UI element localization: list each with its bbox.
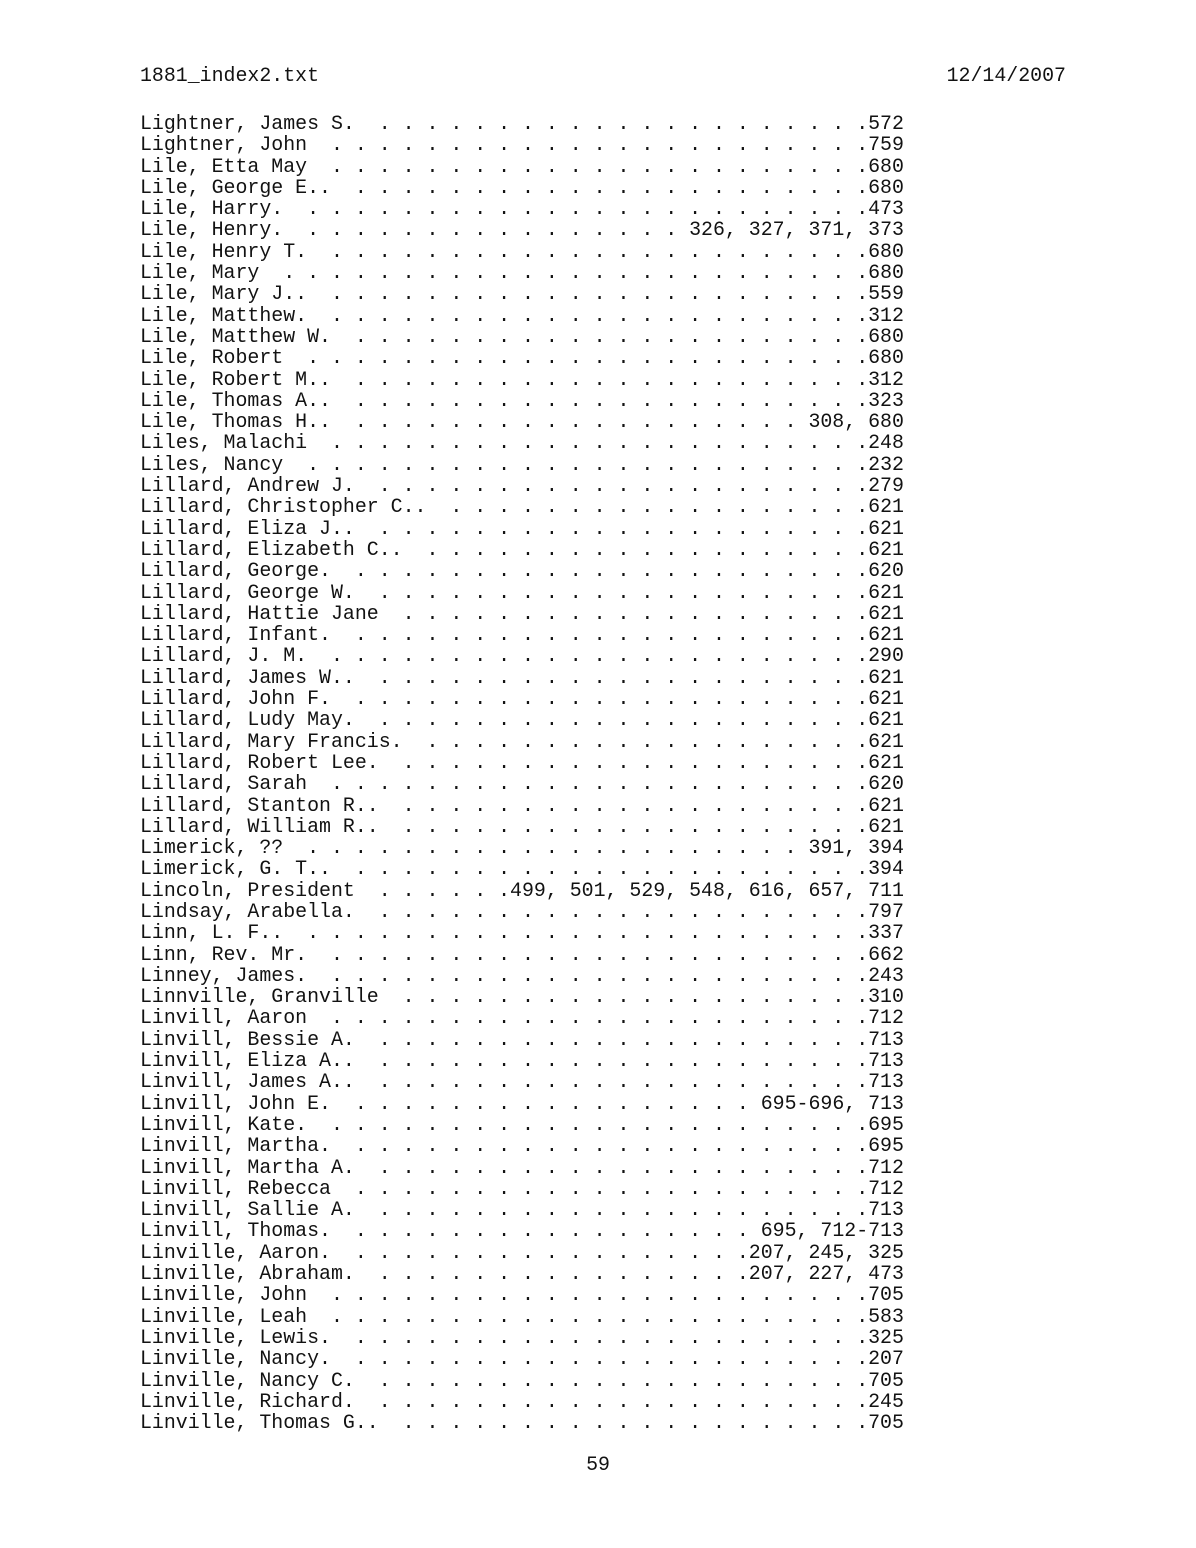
entry-pages: .680 [856, 239, 904, 263]
dot-leader: . . . . . . . . . . . . . . . . . . . . . [330, 1134, 857, 1158]
dot-leader: . . . . . . . . . . . . . . . . . . . . [354, 1070, 857, 1094]
dot-leader: . . . . . . . . . . . . . . . . . . . . . [330, 175, 857, 199]
index-entry [140, 475, 904, 496]
dot-leader: . . . . . . . . . . . . . . . . . . . . . . [307, 431, 857, 455]
entry-name: Linville, Leah [140, 1304, 308, 1328]
entry-name: Linvill, Sallie A. [140, 1198, 355, 1222]
dot-leader: . . . . . . . . . . . . . . . . . . . . . . [307, 1006, 857, 1030]
index-entry [140, 1071, 904, 1092]
index-entry [140, 816, 904, 837]
index-entry [140, 1327, 904, 1348]
entry-pages: .705 [856, 1283, 904, 1307]
entry-pages: .680 [856, 324, 904, 348]
entry-name: Lillard, Mary Francis. [140, 729, 403, 753]
index-entry [140, 944, 904, 965]
dot-leader: . . . . . . . . . . . . . . . . . . . . . . [307, 282, 857, 306]
dot-leader: . . . . . . . . . . . . . . . . . . . . . . [307, 1304, 857, 1328]
entry-pages: .680 [856, 346, 904, 370]
entry-name: Lillard, William R.. [140, 814, 379, 838]
index-entry [140, 1242, 904, 1263]
dot-leader: . . . . . . . . . . . . . . . . . . . [378, 601, 857, 625]
dot-leader: . . . . . . . . . . . . . . . . . . . . [354, 708, 857, 732]
entry-name: Lile, George E.. [140, 175, 331, 199]
entry-name: Lile, Etta May [140, 154, 308, 178]
dot-leader: . . . . . . . . . . . . . . . . . . . [330, 410, 809, 434]
entry-name: Linvill, Thomas. [140, 1219, 331, 1243]
dot-leader: . . . . . . . . . . . . . . . . . . . . [354, 112, 857, 135]
index-entry [140, 709, 904, 730]
entry-name: Linvill, Aaron [140, 1006, 308, 1030]
index-entry [140, 1284, 904, 1305]
index-entry [140, 262, 904, 283]
dot-leader: . . . . . . . . . . . . . . . . . . . . [354, 1198, 857, 1222]
index-entry [140, 1412, 904, 1433]
entry-pages: .323 [856, 388, 904, 412]
index-entry [140, 645, 904, 666]
entry-pages: .620 [856, 772, 904, 796]
dot-leader: . . . . . . . . . . . . . . . . . . . . . [330, 1176, 857, 1200]
dot-leader: . . . . . . . . . . . . . . . . . . . . . . . [283, 921, 857, 945]
index-entry [140, 241, 904, 262]
entry-pages: .759 [856, 133, 904, 157]
entry-pages: .713 [856, 1027, 904, 1051]
dot-leader: . . . . . . . . . . . . . . . . . . . . . . . [283, 197, 857, 221]
entry-name: Lile, Robert M.. [140, 367, 331, 391]
dot-leader: . . . . . . . . . . . . . . . . . . . . . [330, 1347, 857, 1371]
dot-leader: . . . . . . . . . . . . . . . . . . . . . [330, 559, 857, 583]
index-entry [140, 219, 904, 240]
dot-leader: . . . . . . . . . . . . . . . . . [426, 495, 857, 519]
index-entry [140, 177, 904, 198]
entry-pages: .473 [856, 197, 904, 221]
filename: 1881_index2.txt [140, 64, 320, 87]
dot-leader: . . . . . . . . . . . . . . . . . . . . . . . [283, 346, 857, 370]
entry-name: Lillard, Eliza J.. [140, 516, 355, 540]
dot-leader: . . . . . . . . . . . . . . . . . . . [378, 814, 857, 838]
index-entry [140, 582, 904, 603]
entry-name: Linville, Richard. [140, 1389, 355, 1413]
dot-leader: . . . . . . . . . . . . . . . . . . . . [354, 1368, 857, 1392]
index-entry [140, 922, 904, 943]
entry-name: Liles, Nancy [140, 452, 284, 476]
entry-pages: 695, 712-713 [760, 1219, 904, 1243]
dot-leader: . . . . . . . . . . . . . . . . . . . . . [330, 687, 857, 711]
dot-leader: . . . . . . . . . . . . . . . . [283, 218, 690, 242]
entry-name: Lillard, Infant. [140, 623, 331, 647]
index-entry [140, 454, 904, 475]
dot-leader: . . . . . . . . . . . . . . . . . . . . [354, 516, 857, 540]
index-entry [140, 965, 904, 986]
entry-name: Lile, Harry. [140, 197, 284, 221]
entry-name: Linville, Abraham. [140, 1262, 355, 1286]
dot-leader: . . . . . . . . . . . . . . . . . . . . . [330, 324, 857, 348]
entry-pages: .394 [856, 857, 904, 881]
entry-pages: .310 [856, 985, 904, 1009]
index-entry [140, 198, 904, 219]
entry-pages: .680 [856, 175, 904, 199]
entry-pages: .621 [856, 750, 904, 774]
index-entry [140, 795, 904, 816]
index-entry [140, 858, 904, 879]
entry-name: Lile, Matthew W. [140, 324, 331, 348]
dot-leader: . . . . . . . . . . . . . . . . . . . . . . [307, 303, 857, 327]
entry-name: Lile, Thomas A.. [140, 388, 331, 412]
entry-name: Lillard, Elizabeth C.. [140, 537, 403, 561]
entry-name: Lillard, James W.. [140, 665, 355, 689]
index-entry [140, 326, 904, 347]
entry-pages: .248 [856, 431, 904, 455]
dot-leader: . . . . . . . . . . . . . . . . . [330, 1091, 761, 1115]
entry-pages: .680 [856, 154, 904, 178]
entry-name: Lile, Henry. [140, 218, 284, 242]
index-entry [140, 1370, 904, 1391]
entry-pages: .572 [856, 112, 904, 135]
entry-pages: 391, 394 [808, 836, 904, 860]
entry-name: Linnville, Granville [140, 985, 379, 1009]
index-entry [140, 752, 904, 773]
entry-name: Linvill, Bessie A. [140, 1027, 355, 1051]
entry-pages: 326, 327, 371, 373 [689, 218, 904, 242]
entry-pages: .312 [856, 367, 904, 391]
index-entry [140, 539, 904, 560]
dot-leader: . . . . . . . . . . . . . . . . . . . . . . [307, 133, 857, 157]
entry-pages: .621 [856, 537, 904, 561]
index-entry [140, 731, 904, 752]
dot-leader: . . . . . . . . . . . . . . . . . . . . . [330, 1325, 857, 1349]
entry-pages: .583 [856, 1304, 904, 1328]
entry-name: Linvill, Martha. [140, 1134, 331, 1158]
dot-leader: . . . . . . . . . . . . . . . . . . . [378, 985, 857, 1009]
entry-name: Linvill, John E. [140, 1091, 331, 1115]
entry-pages: .279 [856, 474, 904, 498]
dot-leader: . . . . . . . . . . . . . . . . . . . . . . [307, 644, 857, 668]
entry-name: Lillard, George W. [140, 580, 355, 604]
index-entry [140, 986, 904, 1007]
entry-pages: .232 [856, 452, 904, 476]
entry-name: Lile, Mary J.. [140, 282, 308, 306]
index-entry [140, 1050, 904, 1071]
index-list [140, 113, 904, 1433]
entry-pages: .207, 227, 473 [736, 1262, 904, 1286]
entry-pages: .243 [856, 963, 904, 987]
index-entry [140, 347, 904, 368]
index-entry [140, 603, 904, 624]
entry-name: Lile, Mary [140, 261, 260, 285]
entry-name: Linvill, Martha A. [140, 1155, 355, 1179]
index-entry [140, 880, 904, 901]
entry-pages: .797 [856, 899, 904, 923]
dot-leader: . . . . . . . . . . . . . . . . . . . [378, 793, 857, 817]
entry-name: Liles, Malachi [140, 431, 308, 455]
entry-pages: .713 [856, 1198, 904, 1222]
entry-pages: .337 [856, 921, 904, 945]
entry-name: Limerick, ?? [140, 836, 284, 860]
index-entry [140, 1093, 904, 1114]
index-entry [140, 1306, 904, 1327]
entry-pages: .621 [856, 687, 904, 711]
index-entry [140, 1029, 904, 1050]
entry-name: Lillard, Andrew J. [140, 474, 355, 498]
dot-leader: . . . . . . . . . . . . . . . [354, 1262, 737, 1286]
entry-name: Linville, Aaron. [140, 1240, 331, 1264]
entry-name: Linville, Lewis. [140, 1325, 331, 1349]
dot-leader: . . . . . [354, 878, 499, 902]
entry-pages: .621 [856, 495, 904, 519]
index-entry [140, 369, 904, 390]
index-entry [140, 518, 904, 539]
index-entry [140, 1007, 904, 1028]
entry-pages: .662 [856, 942, 904, 966]
entry-name: Linvill, James A.. [140, 1070, 355, 1094]
entry-pages: .695 [856, 1134, 904, 1158]
entry-pages: .621 [856, 708, 904, 732]
index-entry [140, 390, 904, 411]
entry-name: Lillard, Sarah [140, 772, 308, 796]
dot-leader: . . . . . . . . . . . . . . . . . . . [378, 1411, 857, 1435]
entry-pages: .712 [856, 1155, 904, 1179]
entry-pages: .705 [856, 1411, 904, 1435]
dot-leader: . . . . . . . . . . . . . . . . . . . . . [330, 367, 857, 391]
entry-name: Linvill, Kate. [140, 1112, 308, 1136]
entry-name: Linville, Nancy C. [140, 1368, 355, 1392]
dot-leader: . . . . . . . . . . . . . . . . . . . . . . [307, 963, 857, 987]
entry-name: Lillard, J. M. [140, 644, 308, 668]
dot-leader: . . . . . . . . . . . . . . . . . . . . [354, 665, 857, 689]
index-entry [140, 560, 904, 581]
dot-leader: . . . . . . . . . . . . . . . . . . . . [354, 1155, 857, 1179]
entry-pages: .621 [856, 665, 904, 689]
dot-leader: . . . . . . . . . . . . . . . . . . . . . [283, 836, 809, 860]
index-entry [140, 901, 904, 922]
dot-leader: . . . . . . . . . . . . . . . . . . . . . . [307, 154, 857, 178]
footer [0, 1454, 1196, 1475]
index-entry [140, 1135, 904, 1156]
dot-leader: . . . . . . . . . . . . . . . . . . [402, 537, 857, 561]
index-entry [140, 1157, 904, 1178]
dot-leader: . . . . . . . . . . . . . . . . . [330, 1219, 761, 1243]
entry-pages: .621 [856, 814, 904, 838]
entry-pages: .621 [856, 793, 904, 817]
index-entry [140, 1178, 904, 1199]
index-entry [140, 156, 904, 177]
dot-leader: . . . . . . . . . . . . . . . . . . . . [354, 580, 857, 604]
entry-pages: .621 [856, 580, 904, 604]
entry-name: Lile, Thomas H.. [140, 410, 331, 434]
entry-pages: .620 [856, 559, 904, 583]
dot-leader: . . . . . . . . . . . . . . . . . . . . . . [307, 942, 857, 966]
index-entry [140, 667, 904, 688]
entry-pages: .621 [856, 601, 904, 625]
entry-name: Lillard, John F. [140, 687, 331, 711]
entry-name: Lillard, Christopher C.. [140, 495, 427, 519]
dot-leader: . . . . . . . . . . . . . . . . . . . [378, 750, 857, 774]
entry-name: Lindsay, Arabella. [140, 899, 355, 923]
entry-pages: .713 [856, 1070, 904, 1094]
index-entry [140, 837, 904, 858]
entry-pages: .245 [856, 1389, 904, 1413]
index-entry [140, 432, 904, 453]
entry-pages: .312 [856, 303, 904, 327]
index-entry [140, 283, 904, 304]
entry-name: Linvill, Rebecca [140, 1176, 331, 1200]
entry-pages: 695-696, 713 [760, 1091, 904, 1115]
dot-leader: . . . . . . . . . . . . . . . . . . . . . [330, 623, 857, 647]
entry-name: Lillard, George. [140, 559, 331, 583]
entry-pages: .207 [856, 1347, 904, 1371]
dot-leader: . . . . . . . . . . . . . . . . . . . . . . [307, 772, 857, 796]
entry-pages: .705 [856, 1368, 904, 1392]
dot-leader: . . . . . . . . . . . . . . . . . . . . [354, 1027, 857, 1051]
index-entry [140, 305, 904, 326]
page-number: 59 [586, 1453, 610, 1476]
dot-leader: . . . . . . . . . . . . . . . . . . [402, 729, 857, 753]
dot-leader: . . . . . . . . . . . . . . . . . . . . . [330, 388, 857, 412]
entry-pages: .325 [856, 1325, 904, 1349]
dot-leader: . . . . . . . . . . . . . . . . . . . . [354, 1389, 857, 1413]
entry-pages: .621 [856, 729, 904, 753]
dot-leader: . . . . . . . . . . . . . . . . . . . . . [330, 857, 857, 881]
entry-pages: .713 [856, 1049, 904, 1073]
entry-name: Linville, John [140, 1283, 308, 1307]
entry-name: Lillard, Ludy May. [140, 708, 355, 732]
entry-name: Linville, Nancy. [140, 1347, 331, 1371]
dot-leader: . . . . . . . . . . . . . . . . . . . . . . . . [259, 261, 857, 285]
entry-name: Lillard, Stanton R.. [140, 793, 379, 817]
index-entry [140, 1199, 904, 1220]
index-entry [140, 1391, 904, 1412]
entry-name: Lile, Robert [140, 346, 284, 370]
index-entry [140, 624, 904, 645]
dot-leader: . . . . . . . . . . . . . . . . . . . . . . [307, 239, 857, 263]
entry-name: Lile, Matthew. [140, 303, 308, 327]
entry-pages: .559 [856, 282, 904, 306]
index-entry [140, 773, 904, 794]
index-entry [140, 134, 904, 155]
entry-name: Lillard, Hattie Jane [140, 601, 379, 625]
entry-name: Lillard, Robert Lee. [140, 750, 379, 774]
entry-name: Linville, Thomas G.. [140, 1411, 379, 1435]
dot-leader: . . . . . . . . . . . . . . . . . . . . . . . [283, 452, 857, 476]
entry-name: Lincoln, President [140, 878, 355, 902]
index-entry [140, 1220, 904, 1241]
entry-name: Lightner, John [140, 133, 308, 157]
entry-name: Limerick, G. T.. [140, 857, 331, 881]
entry-name: Linn, Rev. Mr. [140, 942, 308, 966]
entry-pages: .499, 501, 529, 548, 616, 657, 711 [498, 878, 904, 902]
index-entry [140, 113, 904, 134]
entry-pages: 308, 680 [808, 410, 904, 434]
dot-leader: . . . . . . . . . . . . . . . . . . . . . . [307, 1112, 857, 1136]
index-entry [140, 1263, 904, 1284]
dot-leader: . . . . . . . . . . . . . . . . . . . . . . [307, 1283, 857, 1307]
index-entry [140, 688, 904, 709]
entry-pages: .621 [856, 516, 904, 540]
entry-pages: .207, 245, 325 [736, 1240, 904, 1264]
dot-leader: . . . . . . . . . . . . . . . . . . . . [354, 899, 857, 923]
document-header [140, 65, 1066, 86]
index-entry [140, 1348, 904, 1369]
entry-name: Linn, L. F.. [140, 921, 284, 945]
entry-pages: .712 [856, 1176, 904, 1200]
entry-pages: .695 [856, 1112, 904, 1136]
index-entry [140, 411, 904, 432]
index-entry [140, 1114, 904, 1135]
dot-leader: . . . . . . . . . . . . . . . . [330, 1240, 737, 1264]
entry-name: Linvill, Eliza A.. [140, 1049, 355, 1073]
index-entry [140, 496, 904, 517]
header-date: 12/14/2007 [946, 64, 1066, 87]
entry-pages: .680 [856, 261, 904, 285]
dot-leader: . . . . . . . . . . . . . . . . . . . . [354, 474, 857, 498]
entry-pages: .712 [856, 1006, 904, 1030]
entry-name: Linney, James. [140, 963, 308, 987]
entry-pages: .621 [856, 623, 904, 647]
dot-leader: . . . . . . . . . . . . . . . . . . . . [354, 1049, 857, 1073]
entry-pages: .290 [856, 644, 904, 668]
entry-name: Lile, Henry T. [140, 239, 308, 263]
entry-name: Lightner, James S. [140, 112, 355, 135]
